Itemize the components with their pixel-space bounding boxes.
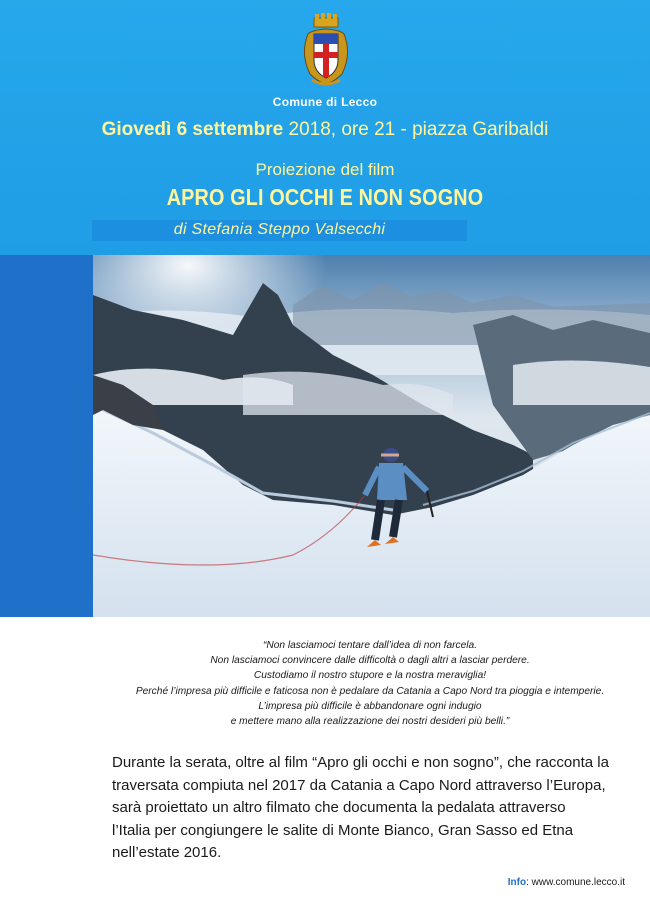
quote-block <box>90 638 650 729</box>
quote-line: Perché l’impresa più difficile e faticosa non è pedalare da Catania a Capo Nord tra pioggia e intemperie. <box>135 685 605 697</box>
info-footer <box>470 877 625 888</box>
quote-line: “Non lasciamoci tentare dall’idea di non farcela. <box>262 640 478 651</box>
event-date: Giovedì 6 settembre <box>101 119 284 140</box>
film-title: APRO GLI OCCHI E NON SOGNO <box>166 184 484 210</box>
quote-line: e mettere mano alla realizzazione dei nostri desideri più belli.” <box>230 716 510 728</box>
quote-line: Non lasciamoci convincere dalle difficoltà o dagli altri a lasciar perdere. <box>210 655 530 667</box>
coat-of-arms-icon <box>300 12 352 88</box>
event-description <box>112 752 647 865</box>
info-label: Info <box>507 877 527 888</box>
event-time-place: 2018, ore 21 - piazza Garibaldi <box>283 119 549 140</box>
info-url-link[interactable]: www.comune.lecco.it <box>531 877 625 888</box>
mountaineer-photo-icon <box>93 255 650 617</box>
info-separator: : <box>526 877 532 888</box>
description-line: nell’estate 2016. <box>112 844 222 861</box>
mountain-photo <box>93 255 650 617</box>
header-band <box>0 0 650 255</box>
quote-line: Custodiamo il nostro stupore e la nostra meraviglia! <box>253 670 487 682</box>
description-line: l’Italia per congiungere le salite di Monte Bianco, Gran Sasso ed Etna <box>112 821 574 839</box>
side-accent-strip <box>0 255 93 617</box>
comune-name: Comune di Lecco <box>272 95 378 109</box>
description-line: sarà proiettato un altro filmato che documenta la pedalata attraverso <box>112 799 566 816</box>
film-author: di Stefania Steppo Valsecchi <box>173 221 386 238</box>
quote-line: L’impresa più difficile è abbandonare ogni indugio <box>258 700 482 712</box>
screening-subtitle: Proiezione del film <box>255 160 395 179</box>
description-line: Durante la serata, oltre al film “Apro gli occhi e non sogno”, che racconta la <box>112 754 609 771</box>
event-date-place <box>0 119 650 141</box>
description-line: traversata compiuta nel 2017 da Catania a Capo Nord attraverso l’Europa, <box>112 776 606 794</box>
